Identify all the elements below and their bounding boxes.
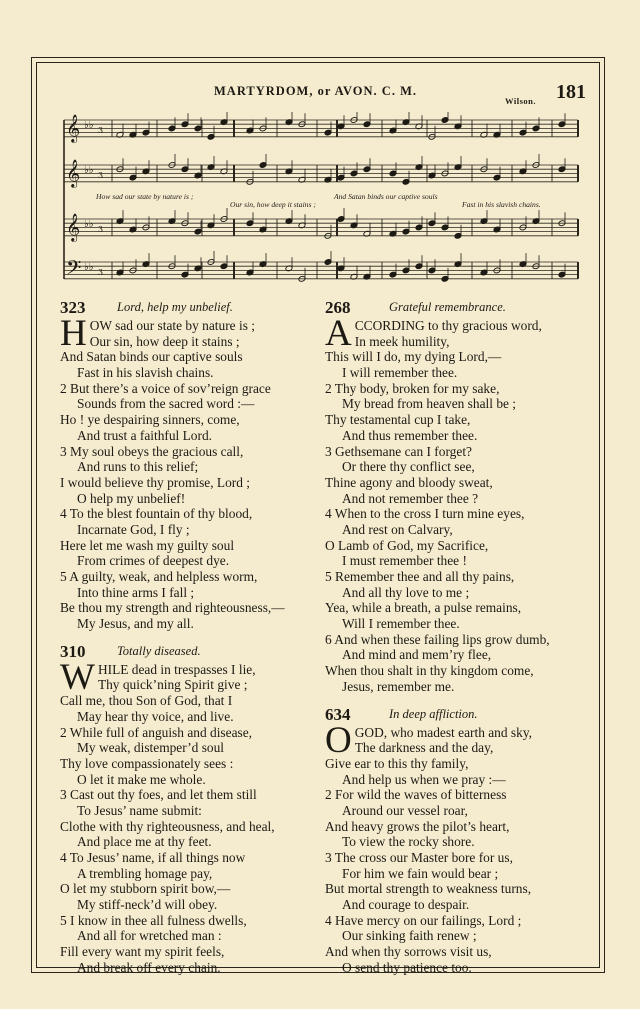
hymn-block	[60, 642, 322, 976]
svg-text:3: 3	[98, 171, 104, 180]
verse-line: Will I remember thee.	[342, 616, 460, 632]
hymn-heading	[325, 705, 585, 725]
verse-line: And rest on Calvary,	[342, 521, 453, 537]
page-header	[0, 81, 640, 108]
verse-line: 4 To the blest fountain of thy blood,	[60, 506, 253, 522]
page-number: 181	[556, 81, 586, 103]
verse-line: 3 Cast out thy foes, and let them still	[60, 787, 257, 803]
hymn-heading	[325, 298, 585, 318]
verse-line: I will remember thee.	[342, 365, 458, 381]
drop-cap: W	[60, 656, 95, 698]
verse-line: My bread from heaven shall be ;	[342, 396, 517, 412]
verse-line: For him we fain would bear ;	[342, 865, 499, 881]
verse-line: And runs to this relief;	[77, 459, 199, 475]
drop-cap: O	[325, 719, 352, 761]
drop-cap: A	[325, 313, 352, 354]
music-lyric-3: And Satan binds our captive souls	[334, 192, 438, 201]
verse-line: My stiff-neck’d will obey.	[77, 897, 218, 913]
verse-line: And mind and mem’ry flee,	[342, 647, 492, 663]
svg-text:𝄞: 𝄞	[66, 114, 81, 142]
verse-line: 3 The cross our Master bore for us,	[325, 850, 513, 865]
verse-line: To view the rocky shore.	[342, 834, 475, 850]
music-lyric-2: Our sin, how deep it stains ;	[230, 200, 316, 209]
music-score	[62, 112, 582, 298]
verse-line: And courage to despair.	[342, 897, 470, 913]
drop-cap: H	[60, 313, 87, 354]
verse-line: Around our vessel roar,	[342, 802, 468, 818]
verse-line: Our sin, how deep it stains ;	[89, 333, 240, 349]
verse-line: I must remember thee !	[342, 553, 467, 569]
verse-line: 4 To Jesus’ name, if all things now	[60, 850, 246, 865]
hymn-title: Lord, help my unbelief.	[117, 300, 233, 314]
verse-line: Yea, while a breath, a pulse remains,	[325, 600, 522, 616]
verse-line: O send thy patience too.	[342, 959, 472, 975]
hymn-block	[60, 298, 322, 632]
verse-line: Sounds from the sacred word :—	[77, 396, 255, 412]
verse-line: The darkness and the day,	[354, 740, 494, 756]
composer-name: Wilson.	[505, 96, 536, 106]
verse-line: 2 But there’s a voice of sov’reign grace	[60, 380, 271, 396]
hymn-heading	[60, 298, 322, 318]
svg-text:3: 3	[98, 268, 104, 277]
verse-line: And not remember thee ?	[342, 490, 479, 506]
verse-line: 5 Remember thee and all thy pains,	[325, 569, 515, 584]
verse-line: And thus remember thee.	[342, 427, 478, 443]
verse-line: And help us when we pray :—	[342, 771, 506, 787]
hymn-title: Totally diseased.	[117, 643, 201, 658]
verse-line: And when thy sorrows visit us,	[325, 944, 492, 960]
hymn-number: 310	[60, 641, 86, 661]
verse-line: 5 A guilty, weak, and helpless worm,	[60, 569, 258, 584]
verse-line: Ho ! ye despairing sinners, come,	[60, 412, 240, 428]
music-lyric-4: Fast in his slavish chains.	[462, 200, 541, 209]
svg-text:3: 3	[98, 126, 104, 135]
verse-line: Here let me wash my guilty soul	[60, 537, 235, 553]
hymn-number: 268	[325, 298, 351, 317]
hymn-block	[325, 705, 585, 976]
right-column	[325, 298, 585, 976]
verse-line: O help my unbelief!	[77, 490, 186, 506]
verse-line: 2 For wild the waves of bitterness	[325, 787, 507, 803]
svg-text:3: 3	[98, 225, 104, 234]
verse-line: Our sinking faith renew ;	[342, 928, 477, 944]
music-lyric-1: How sad our state by nature is ;	[96, 192, 194, 201]
verse-line: And heavy grows the pilot’s heart,	[325, 818, 510, 834]
verse-line: O Lamb of God, my Sacrifice,	[325, 537, 489, 553]
left-column	[60, 298, 322, 976]
svg-text:𝄢: 𝄢	[66, 256, 82, 284]
verse-line: My weak, distemper’d soul	[77, 740, 225, 756]
tune-title: MARTYRDOM, or AVON. C. M.	[214, 84, 418, 98]
verse-line: But mortal strength to weakness turns,	[325, 881, 532, 897]
verse-line: And all for wretched man :	[77, 928, 222, 944]
verse-line: O let my stubborn spirit bow,—	[60, 881, 231, 897]
verse-line: 4 Have mercy on our failings, Lord ;	[325, 912, 522, 928]
verse-line: In meek humility,	[354, 333, 450, 349]
svg-text:♭♭: ♭♭	[84, 165, 94, 176]
hymn-title: In deep affliction.	[389, 706, 478, 721]
svg-text:𝄞: 𝄞	[66, 213, 81, 241]
verse-line: Clothe with thy righteousness, and heal,	[60, 818, 275, 834]
verse-line: And place me at thy feet.	[77, 834, 212, 850]
verse-line: Give ear to this thy family,	[325, 755, 469, 771]
hymn-title: Grateful remembrance.	[389, 300, 506, 314]
hymn-heading	[60, 642, 322, 662]
verse-line: Fill every want my spirit feels,	[60, 944, 225, 960]
verse-line: A trembling homage pay,	[77, 865, 213, 881]
verse-line: Be thou my strength and righteousness,—	[60, 600, 285, 616]
verse-line: Incarnate God, I fly ;	[77, 521, 190, 537]
verse-line: And trust a faithful Lord.	[77, 427, 212, 443]
verse-line: HILE dead in trespasses I lie,	[97, 661, 256, 677]
verse-line: 2 Thy body, broken for my sake,	[325, 380, 500, 396]
verse-line: 6 And when these failing lips grow dumb,	[325, 631, 550, 647]
verse-line: Thy testamental cup I take,	[325, 412, 471, 428]
svg-text:♭♭: ♭♭	[84, 120, 94, 131]
hymn-number: 323	[60, 298, 86, 317]
verse-line: O let it make me whole.	[77, 771, 206, 787]
verse-line: May hear thy voice, and live.	[77, 708, 234, 724]
verse-line: When thou shalt in thy kingdom come,	[325, 663, 534, 679]
verse-line: 5 I know in thee all fulness dwells,	[60, 912, 247, 928]
verse-line: Or there thy conflict see,	[342, 459, 475, 475]
verse-line: And Satan binds our captive souls	[60, 349, 243, 365]
svg-text:𝄞: 𝄞	[66, 159, 81, 187]
verse-line: Into thine arms I fall ;	[77, 584, 195, 600]
verse-line: Fast in his slavish chains.	[77, 365, 214, 381]
verse-line: This will I do, my dying Lord,—	[325, 349, 502, 365]
verse-line: From crimes of deepest dye.	[77, 553, 230, 569]
verse-line: To Jesus’ name submit:	[77, 802, 202, 818]
verse-line: Thy love compassionately sees :	[60, 755, 234, 771]
verse-line: OW sad our state by nature is ;	[89, 318, 255, 333]
verse-line: Thine agony and bloody sweat,	[325, 474, 493, 490]
verse-line: And break off every chain.	[77, 959, 221, 975]
verse-line: My Jesus, and my all.	[77, 616, 194, 632]
verse-line: 4 When to the cross I turn mine eyes,	[325, 506, 525, 522]
verse-line: 2 While full of anguish and disease,	[60, 724, 253, 740]
verse-line: GOD, who madest earth and sky,	[354, 724, 532, 740]
verse-line: Thy quick’ning Spirit give ;	[97, 677, 248, 693]
svg-text:♭♭: ♭♭	[84, 219, 94, 230]
verse-line: Jesus, remember me.	[342, 678, 455, 694]
hymn-number: 634	[325, 704, 351, 724]
verse-line: 3 My soul obeys the gracious call,	[60, 443, 244, 459]
verse-line: And all thy love to me ;	[342, 584, 470, 600]
svg-text:♭♭: ♭♭	[84, 262, 94, 273]
verse-line: I would believe thy promise, Lord ;	[60, 474, 251, 490]
hymn-block	[325, 298, 585, 695]
verse-line: 3 Gethsemane can I forget?	[325, 443, 472, 459]
verse-line: CCORDING to thy gracious word,	[354, 318, 542, 333]
verse-line: Call me, thou Son of God, that I	[60, 693, 233, 709]
